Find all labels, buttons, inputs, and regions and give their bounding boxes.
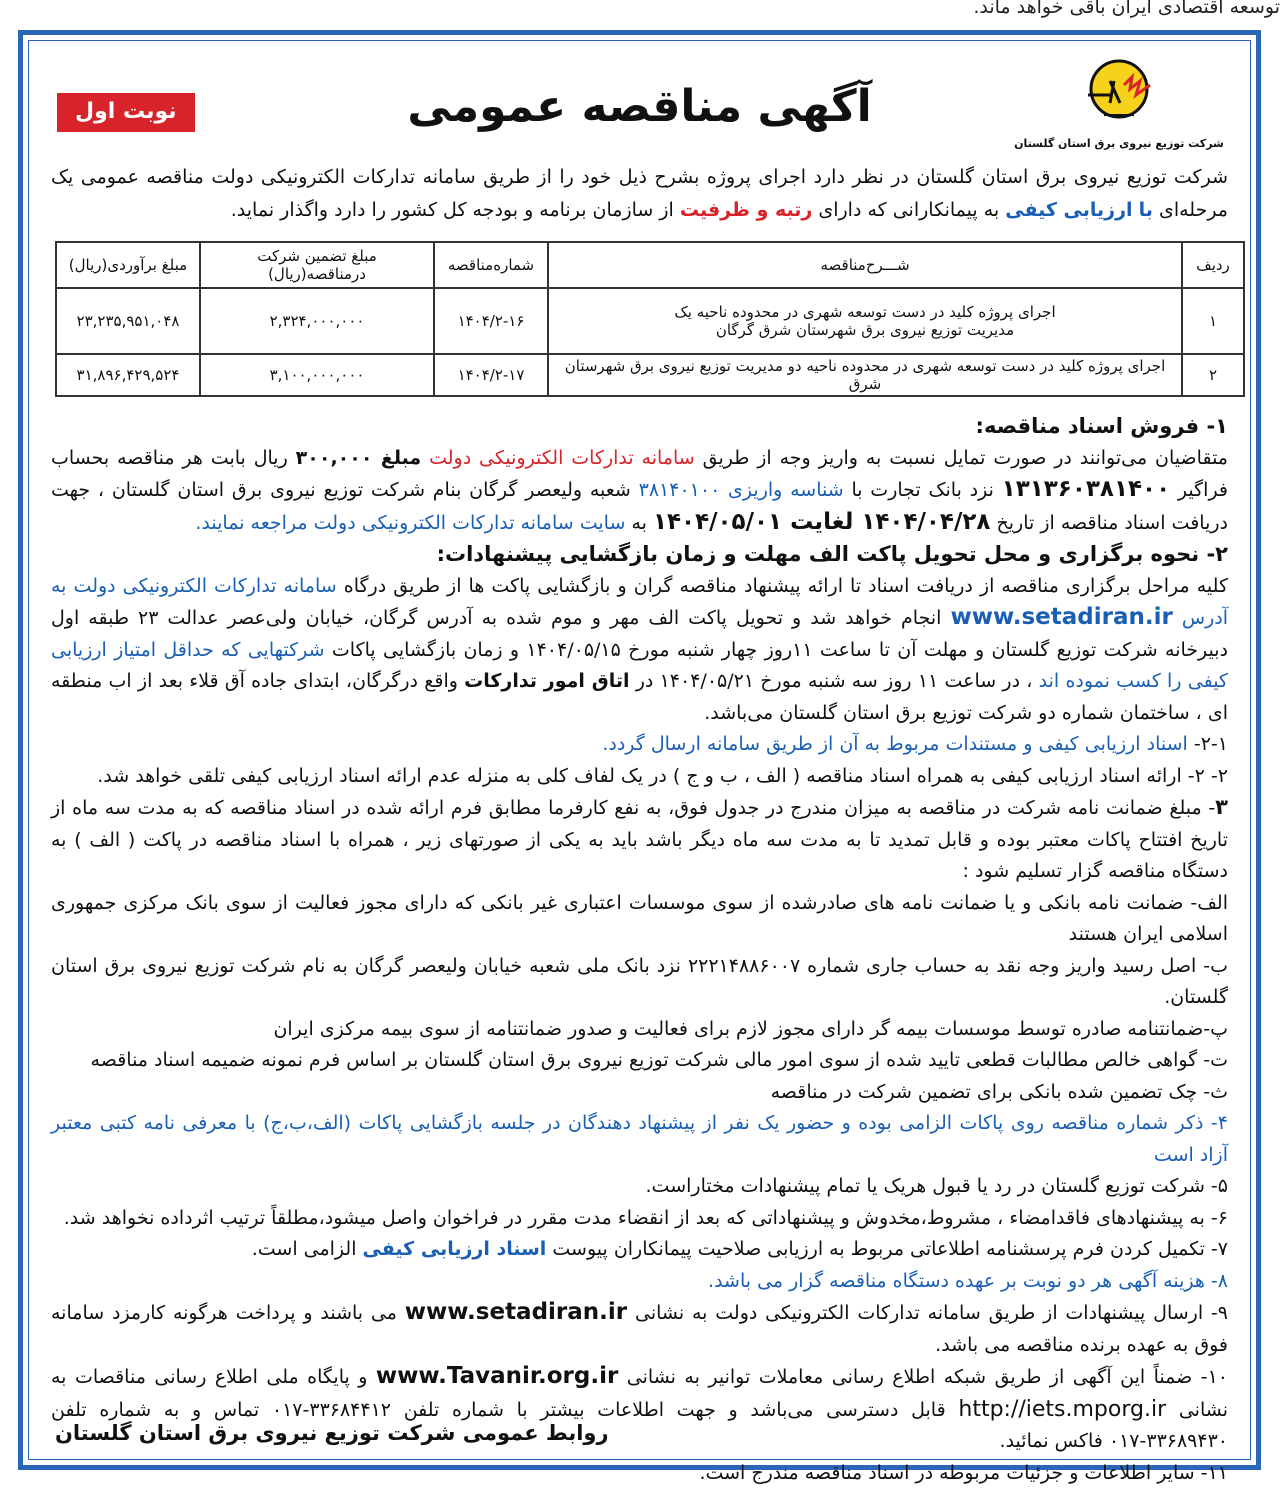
s2-procurement-room: اتاق امور تدارکات	[464, 670, 630, 692]
cell-number: ۱۴۰۴/۲-۱۷	[434, 354, 548, 396]
section-1-text	[51, 443, 1228, 540]
tender-table	[55, 241, 1245, 397]
s3-number: ۳	[1215, 795, 1228, 819]
s2-text-c: ، در ساعت ۱۱ روز سه شنبه مورخ ۱۴۰۴/۰۵/۲۱ در	[635, 670, 1033, 692]
s2-text-a: کلیه مراحل برگزاری مناقصه از دریافت اسناد تا ارائه پیشنهاد مناقصه گران و بازگشایی پاکت ها از طریق درگاه	[343, 574, 1229, 597]
s2-system-address: سامانه تدارکات الکترونیکی دولت به آدرس	[51, 574, 1228, 629]
s1-text-d: شعبه ولیعصر گرگان بنام شرکت توزیع نیروی برق استان گلستان ، جهت دریافت اسناد مناقصه از تاریخ	[51, 479, 1228, 534]
s1-text-e: به	[631, 511, 647, 534]
s2-text-b: انجام خواهد شد و تحویل پاکت الف مهر و موم شده به آدرس گرگان، خیابان ولی‌عصر عدالت ۲۳ طبقه اول دبیرخانه شرکت توزیع گلستان و مهلت آن تا ساعت ۱۱روز چهار شنبه مورخ ۱۴۰۴/۰۵/۱۵ و زمان بازگشایی پاکات	[51, 607, 1228, 661]
s3-option-pe: پ-ضمانتنامه صادره توسط موسسات بیمه گر دارای مجوز لازم برای فعالیت و صدور ضمانتنامه از سوی بیمه مرکزی ایران	[273, 1017, 1228, 1040]
section-2-1	[51, 729, 1228, 761]
s3-option-alef: الف- ضمانت نامه بانکی و یا ضمانت نامه های صادرشده از سوی موسسات اعتباری غیر بانکی که دارای مجوز فعالیت از سوی بانک مرکزی جمهوری اسلامی ایران هستند	[51, 891, 1228, 945]
cell-row: ۲	[1182, 354, 1244, 396]
intro-rank-capacity: رتبه و ظرفیت	[679, 199, 813, 221]
round-badge: نوبت اول	[57, 93, 195, 132]
page-title: آگهی مناقصه عمومی	[407, 81, 872, 132]
s2-1-number: ۲-۱-	[1193, 733, 1228, 755]
s3-option-te: ت- گواهی خالص مطالبات قطعی تایید شده از سوی امور مالی شرکت توزیع نیروی برق استان گلستان بر اساس فرم نمونه ضمیمه اسناد مناقصه	[90, 1049, 1228, 1071]
section-1-heading: ۱- فروش اسناد مناقصه:	[975, 414, 1228, 438]
item-9-setadiran-link[interactable]: www.setadiran.ir	[404, 1299, 628, 1325]
item-10-text-a: ۱۰- ضمناً این آگهی از طریق شبکه اطلاع رسانی معاملات توانیر به نشانی	[626, 1366, 1229, 1388]
item-10-text-c: قابل دسترسی می‌باشد و جهت اطلاعات بیشتر با شماره تلفن ۳۳۶۸۴۴۱۲-۰۱۷ تماس و به شماره تلفن ۳۳۶۸۹۴۳۰-۰۱۷ فاکس نمائید.	[51, 1398, 1228, 1452]
s1-refer-site: سایت سامانه تدارکات الکترونیکی دولت مراجعه نمایند.	[195, 511, 626, 534]
table-header-row	[56, 242, 1244, 288]
col-number: شماره‌مناقصه	[434, 242, 548, 288]
cell-guarantee: ۳,۱۰۰,۰۰۰,۰۰۰	[200, 354, 434, 396]
s1-amount: مبلغ ۳۰۰,۰۰۰	[295, 446, 422, 469]
item-8: ۸- هزینه آگهی هر دو نوبت بر عهده دستگاه مناقصه گزار می باشد.	[708, 1269, 1228, 1292]
s1-text-b: ریال بابت هر مناقصه بحساب فراگیر	[51, 446, 1229, 501]
s1-deposit-id: شناسه واریزی ۳۸۱۴۰۱۰۰	[638, 479, 844, 501]
s2-qualified-companies: شرکتهایی که حداقل امتیاز ارزیابی کیفی را کسب نموده اند	[51, 638, 1228, 692]
logo-caption: شرکت توزیع نیروی برق استان گلستان	[1014, 137, 1224, 150]
s1-dates: ۱۴۰۴/۰۴/۲۸ لغایت ۱۴۰۴/۰۵/۰۱	[652, 508, 991, 535]
top-clipped-text: توسعه اقتصادی ایران باقی خواهد ماند.	[973, 0, 1280, 18]
item-9	[51, 1297, 1228, 1361]
item-10-tavanir-link[interactable]: www.Tavanir.org.ir	[375, 1363, 619, 1389]
cell-row: ۱	[1182, 288, 1244, 354]
footer-signature: روابط عمومی شرکت توزیع نیروی برق استان گلستان	[55, 1421, 609, 1445]
intro-paragraph	[51, 161, 1228, 227]
s1-setad-system: سامانه تدارکات الکترونیکی دولت	[429, 446, 695, 469]
cell-guarantee: ۲,۳۲۴,۰۰۰,۰۰۰	[200, 288, 434, 354]
item-7-text-c: الزامی است.	[251, 1238, 357, 1260]
table-row	[56, 354, 1244, 396]
ad-inner	[28, 40, 1251, 1484]
item-6: ۶- به پیشنهادهای فاقدامضاء ، مشروط،مخدوش و پیشنهاداتی که بعد از انقضاء مدت مقرر در فراخوان واصل میشود،مطلقاً ترتیب اثرداده نخواهد شد.	[63, 1206, 1228, 1229]
s2-1-text: اسناد ارزیابی کیفی و مستندات مربوط به آن از طریق سامانه ارسال گردد.	[602, 733, 1188, 755]
intro-text-2: به پیمانکارانی که دارای	[818, 199, 1000, 221]
section-3-text	[51, 792, 1228, 888]
table-row	[56, 288, 1244, 354]
ad-frame	[18, 30, 1261, 1484]
col-row: ردیف	[1182, 242, 1244, 288]
item-4: ۴- ذکر شماره مناقصه روی پاکات الزامی بوده و حضور یک نفر از پیشنهاد دهندگان در جلسه بازگشایی پاکات (الف،ب،ج) با معرفی نامه کتبی معتبر آزاد است	[51, 1112, 1228, 1166]
s3-option-be: ب- اصل رسید واریز وجه نقد به حساب جاری شماره ۲۲۲۱۴۸۸۶۰۰۷ نزد بانک ملی شعبه خیابان ولیعصر گرگان به نام شرکت توزیع نیروی برق استان گلستان.	[51, 954, 1228, 1008]
s1-text-c: نزد بانک تجارت با	[851, 479, 994, 501]
intro-quality-eval: ارزیابی کیفی	[1005, 199, 1133, 221]
ad-body	[51, 411, 1228, 1489]
item-10-text-b: و پایگاه ملی اطلاع رسانی مناقصات به نشانی	[51, 1366, 1228, 1421]
cell-desc-line1: اجرای پروژه کلید در دست توسعه شهری در محدوده ناحیه یک	[674, 303, 1056, 321]
s3-option-se: ث- چک تضمین شده بانکی برای تضمین شرکت در مناقصه	[770, 1080, 1228, 1103]
item-7-text-a: ۷- تکمیل کردن فرم پرسشنامه اطلاعاتی مربوط به ارزیابی صلاحیت پیمانکاران پیوست	[552, 1238, 1228, 1260]
col-guarantee: مبلغ تضمین شرکت درمناقصه(ریال)	[200, 242, 434, 288]
item-9-text-a: ۹- ارسال پیشنهادات از طریق سامانه تدارکات الکترونیکی دولت به نشانی	[634, 1302, 1229, 1324]
section-2-text	[51, 571, 1228, 730]
cell-desc-line2: مدیریت توزیع نیروی برق شهرستان شرق گرگان	[715, 321, 1015, 339]
cell-desc: اجرای پروژه کلید در دست توسعه شهری در محدوده ناحیه دو مدیریت توزیع نیروی برق شهرستان شرق	[548, 354, 1182, 396]
item-9-text-b: می باشند و پرداخت هرگونه کارمزد سامانه فوق به عهده برنده مناقصه می باشد.	[51, 1302, 1228, 1356]
item-10-iets-link[interactable]: http://iets.mporg.ir	[958, 1396, 1167, 1422]
intro-text-1: شرکت توزیع نیروی برق استان گلستان در نظر دارد اجرای پروژه بشرح ذیل خود را از طریق سامانه تدارکات الکترونیکی دولت مناقصه عمومی یک مرحله‌ای	[51, 166, 1228, 221]
item-5: ۵- شرکت توزیع گلستان در رد یا قبول هریک یا تمام پیشنهادات مختاراست.	[645, 1175, 1228, 1197]
section-2-heading: ۲- نحوه برگزاری و محل تحویل پاکت الف مهلت و زمان بازگشایی پیشنهادات:	[436, 542, 1228, 566]
s1-account-number: ۱۳۱۳۶۰۳۸۱۴۰۰	[1001, 476, 1171, 502]
s1-text-a: متقاضیان می‌توانند در صورت تمایل نسبت به واریز وجه از طریق	[702, 446, 1228, 469]
col-estimate: مبلغ برآوردی(ریال)	[56, 242, 200, 288]
intro-bold-ba: با	[1138, 199, 1153, 221]
s2-text-d: واقع درگرگان، ابتدای جاده آق قلاء بعد از اب منطقه ای ، ساختمان شماره دو شرکت توزیع برق استان گلستان می‌باشد.	[51, 670, 1228, 724]
section-2-2: ۲- ۲- ارائه اسناد ارزیابی کیفی به همراه اسناد مناقصه ( الف ، ب و ج ) در یک لفاف کلی به منزله عدم ارائه اسناد ارزیابی کیفی تلقی خواهد شد.	[97, 764, 1228, 787]
s3-body: - مبلغ ضمانت نامه شرکت در مناقصه به میزان مندرج در جدول فوق، به نفع کارفرما مطابق فرم ارائه شده در اسناد مناقصه که به مدت سه ماه از تاریخ افتتاح پاکات معتبر بوده و قابل تمدید تا به مدت سه ماه دیگر باشد باید به یکی از صورتهای زیر ، همراه با اسناد مناقصه در پاکت ( الف ) به دستگاه مناقصه گزار تسلیم شود :	[51, 797, 1228, 882]
s2-setadiran-link[interactable]: www.setadiran.ir	[950, 604, 1173, 630]
cell-estimate: ۲۳,۲۳۵,۹۵۱,۰۴۸	[56, 288, 200, 354]
col-desc: شـــرح‌مناقصه	[548, 242, 1182, 288]
cell-desc	[548, 288, 1182, 354]
item-7-quality-docs: اسناد ارزیابی کیفی	[362, 1238, 547, 1260]
item-7	[51, 1234, 1228, 1266]
intro-text-3: از سازمان برنامه و بودجه کل کشور را دارد واگذار نماید.	[230, 199, 674, 221]
cell-number: ۱۴۰۴/۲-۱۶	[434, 288, 548, 354]
item-11: ۱۱- سایر اطلاعات و جزئیات مربوطه در اسناد مناقصه مندرج است.	[699, 1461, 1228, 1484]
cell-estimate: ۳۱,۸۹۶,۴۲۹,۵۲۴	[56, 354, 200, 396]
